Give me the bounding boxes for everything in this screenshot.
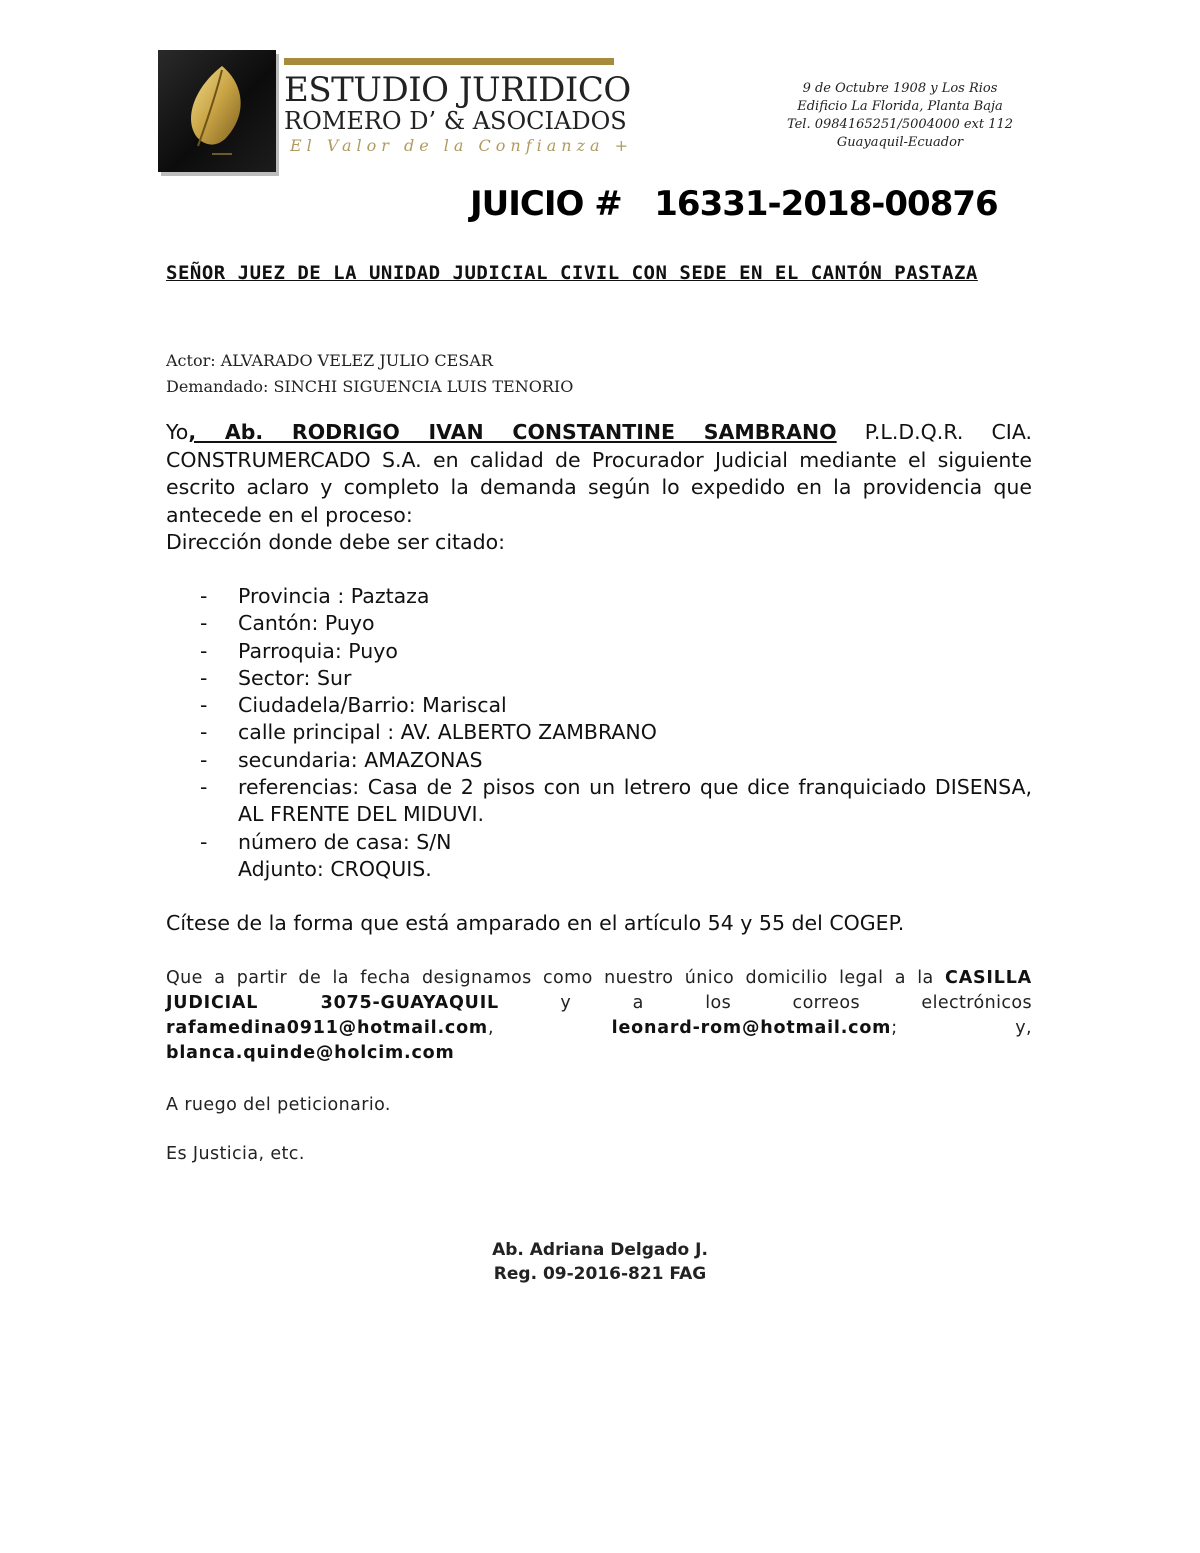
intro-prefix: Yo xyxy=(166,420,189,444)
signer-name: Ab. Adriana Delgado J. xyxy=(492,1240,708,1260)
domicile-paragraph: Que a partir de la fecha designamos como nuestro único domicilio legal a la CASILLA JUDICIAL 3075-GUAYAQUIL y a los correos electrónicos rafamedina0911@hotmail.com, leonard-rom@hotmail.com; y, blanca.quinde@holcim.com xyxy=(166,968,1033,1063)
firm-logo xyxy=(158,46,634,174)
attachment: Adjunto: CROQUIS. xyxy=(238,856,432,881)
address-line: Guayaquil-Ecuador xyxy=(836,135,964,150)
email-address: leonard-rom@hotmail.com xyxy=(611,1018,892,1038)
case-number: 16331-2018-00876 xyxy=(654,184,998,224)
firm-address xyxy=(760,80,1040,152)
signature-block xyxy=(400,1238,800,1286)
list-item: - referencias: Casa de 2 pisos con un letrero que dice franquiciado DISENSA, AL FRENTE DEL MIDUVI. xyxy=(200,775,1032,827)
list-dash: - xyxy=(200,584,208,608)
address-line: Tel. 0984165251/5004000 ext 112 xyxy=(786,117,1014,132)
list-item: - Ciudadela/Barrio: Mariscal xyxy=(200,692,1032,719)
gold-divider xyxy=(284,58,614,65)
address-line: 9 de Octubre 1908 y Los Rios xyxy=(802,81,998,96)
parties xyxy=(166,348,573,400)
firm-name: ESTUDIO JURIDICO xyxy=(284,70,631,110)
list-item: - Parroquia: Puyo xyxy=(200,638,1032,665)
list-dash: - xyxy=(200,611,208,636)
case-label: JUICIO # xyxy=(470,184,622,224)
case-number-heading xyxy=(470,184,998,224)
address-list xyxy=(200,583,1032,883)
address-heading: Dirección donde debe ser citado: xyxy=(166,530,506,554)
addressee: SEÑOR JUEZ DE LA UNIDAD JUDICIAL CIVIL CON SEDE EN EL CANTÓN PASTAZA xyxy=(166,262,978,284)
actor: Actor: ALVARADO VELEZ JULIO CESAR xyxy=(166,351,493,370)
attorney-name: , Ab. RODRIGO IVAN CONSTANTINE SAMBRANO xyxy=(188,420,837,444)
list-item: - Cantón: Puyo xyxy=(200,610,1032,637)
defendant: Demandado: SINCHI SIGUENCIA LUIS TENORIO xyxy=(166,377,574,396)
list-dash: - xyxy=(200,665,208,690)
address-line: Edificio La Florida, Planta Baja xyxy=(797,99,1003,114)
list-dash: - xyxy=(200,829,208,854)
list-item: - número de casa: S/N Adjunto: CROQUIS. xyxy=(200,829,452,881)
list-dash: - xyxy=(200,775,208,800)
firm-subtitle: ROMERO D’ & ASOCIADOS xyxy=(284,107,627,135)
leaf-icon xyxy=(182,62,252,158)
list-dash: - xyxy=(200,747,208,772)
list-item: - calle principal : AV. ALBERTO ZAMBRANO xyxy=(200,719,1032,746)
firm-tagline: El Valor de la Confianza + xyxy=(290,136,634,155)
list-item: - secundaria: AMAZONAS xyxy=(200,747,1032,774)
logo-emblem xyxy=(158,50,276,172)
intro-text: P.L.D.Q.R. CIA. CONSTRUMERCADO S.A. en calidad de Procurador Judicial mediante el siguiente escrito aclaro y completo la demanda según lo expedido en la providencia que antecede en el proceso: xyxy=(166,420,1032,527)
closing-request: A ruego del peticionario. xyxy=(166,1095,391,1115)
list-item: - Sector: Sur xyxy=(200,665,1032,692)
citation-paragraph: Cítese de la forma que está amparado en el artículo 54 y 55 del COGEP. xyxy=(166,911,905,935)
email-address: blanca.quinde@holcim.com xyxy=(166,1043,455,1063)
email-address: rafamedina0911@hotmail.com xyxy=(166,1018,488,1038)
list-dash: - xyxy=(200,693,208,718)
judicial-box: CASILLA JUDICIAL 3075-GUAYAQUIL xyxy=(166,968,1032,1013)
signer-registration: Reg. 09-2016-821 FAG xyxy=(493,1264,707,1284)
list-dash: - xyxy=(200,638,208,663)
intro-paragraph xyxy=(166,419,1032,557)
closing-justice: Es Justicia, etc. xyxy=(166,1144,305,1164)
list-dash: - xyxy=(200,720,208,745)
list-item: - Provincia : Paztaza xyxy=(200,583,1032,610)
